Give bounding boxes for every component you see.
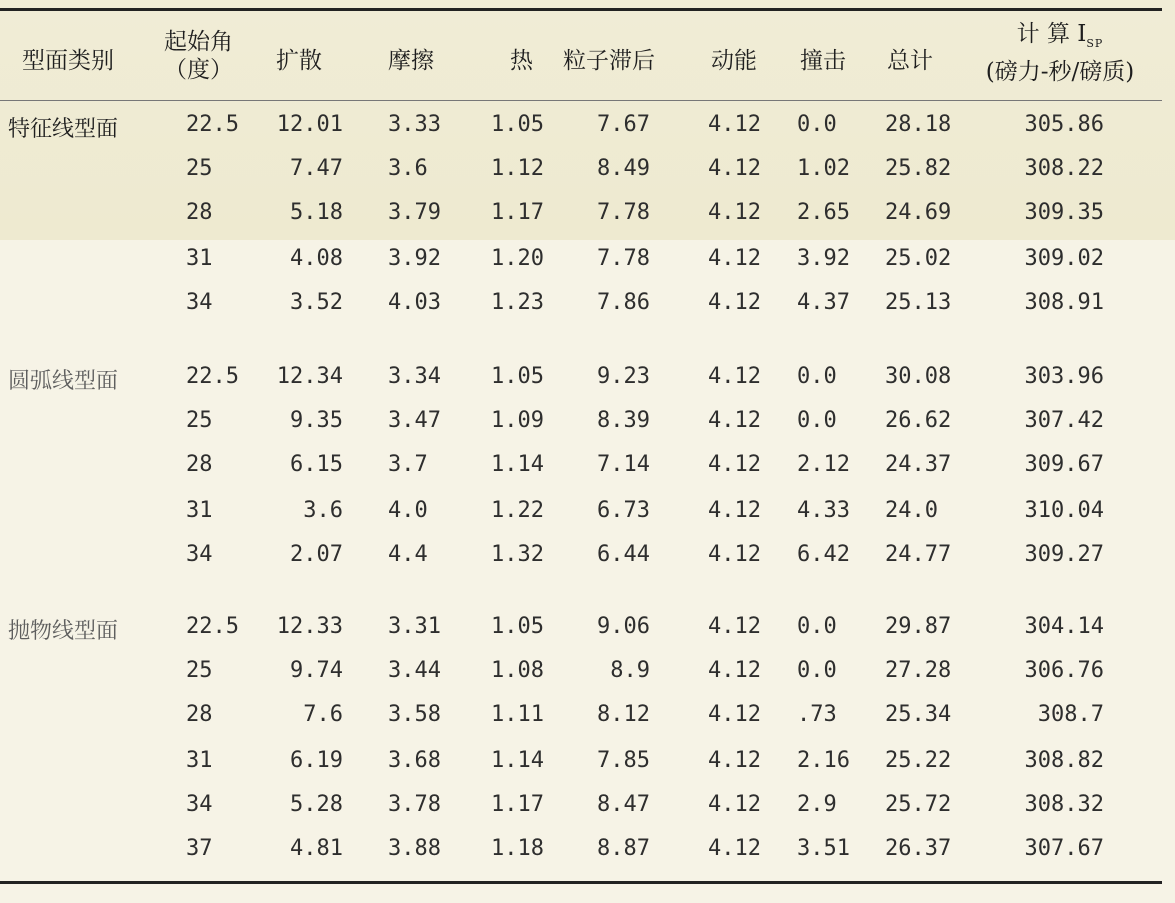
cell-heat: 1.17 <box>491 792 544 817</box>
header-start-angle <box>164 28 233 84</box>
cell-diffusion: 6.19 <box>290 748 343 773</box>
cell-angle: 37 <box>186 836 213 861</box>
cell-impact: 4.37 <box>797 290 850 315</box>
cell-total: 25.22 <box>885 748 952 773</box>
table-row <box>0 246 1175 290</box>
cell-total: 24.69 <box>885 200 952 225</box>
cell-impact: 2.65 <box>797 200 850 225</box>
cell-impact: 0.0 <box>797 614 837 639</box>
cell-diffusion: 7.47 <box>290 156 343 181</box>
header-friction: 摩擦 <box>388 48 434 74</box>
cell-diffusion: 9.35 <box>290 408 343 433</box>
cell-friction: 3.6 <box>388 156 428 181</box>
header-total: 总计 <box>887 48 933 74</box>
cell-isp: 308.32 <box>1024 792 1104 817</box>
group-label: 抛物线型面 <box>8 619 119 644</box>
cell-particle-lag: 6.73 <box>597 498 650 523</box>
cell-kinetic: 4.12 <box>708 658 761 683</box>
cell-angle: 34 <box>186 290 213 315</box>
table-row <box>0 452 1175 496</box>
cell-total: 24.0 <box>885 498 938 523</box>
cell-isp: 309.67 <box>1024 452 1104 477</box>
cell-impact: 0.0 <box>797 408 837 433</box>
cell-impact: 3.51 <box>797 836 850 861</box>
cell-particle-lag: 8.47 <box>597 792 650 817</box>
header-particle-lag: 粒子滞后 <box>563 48 655 74</box>
cell-particle-lag: 8.39 <box>597 408 650 433</box>
header-isp <box>952 20 1168 86</box>
table-row <box>0 836 1175 880</box>
table-row <box>0 364 1175 408</box>
cell-angle: 34 <box>186 542 213 567</box>
cell-friction: 3.92 <box>388 246 441 271</box>
cell-kinetic: 4.12 <box>708 364 761 389</box>
cell-impact: .73 <box>797 702 837 727</box>
cell-diffusion: 7.6 <box>303 702 343 727</box>
header-isp-title <box>952 20 1168 58</box>
cell-diffusion: 4.08 <box>290 246 343 271</box>
cell-angle: 25 <box>186 408 213 433</box>
cell-impact: 2.16 <box>797 748 850 773</box>
header-diffusion: 扩散 <box>276 48 322 74</box>
cell-impact: 3.92 <box>797 246 850 271</box>
table-row <box>0 542 1175 586</box>
cell-kinetic: 4.12 <box>708 614 761 639</box>
cell-friction: 3.44 <box>388 658 441 683</box>
cell-friction: 3.79 <box>388 200 441 225</box>
cell-heat: 1.14 <box>491 748 544 773</box>
cell-friction: 3.47 <box>388 408 441 433</box>
cell-impact: 2.12 <box>797 452 850 477</box>
cell-diffusion: 9.74 <box>290 658 343 683</box>
cell-total: 27.28 <box>885 658 952 683</box>
cell-particle-lag: 8.49 <box>597 156 650 181</box>
cell-diffusion: 5.18 <box>290 200 343 225</box>
table-row <box>0 290 1175 334</box>
cell-total: 24.37 <box>885 452 952 477</box>
cell-angle: 25 <box>186 658 213 683</box>
cell-diffusion: 6.15 <box>290 452 343 477</box>
cell-angle: 31 <box>186 498 213 523</box>
header-heat: 热 <box>510 48 533 74</box>
header-start-angle-unit: （度） <box>164 57 233 83</box>
cell-heat: 1.05 <box>491 364 544 389</box>
cell-total: 25.13 <box>885 290 952 315</box>
group-label: 特征线型面 <box>8 117 119 142</box>
cell-impact: 2.9 <box>797 792 837 817</box>
cell-impact: 6.42 <box>797 542 850 567</box>
cell-heat: 1.05 <box>491 112 544 137</box>
cell-diffusion: 12.34 <box>276 364 343 389</box>
cell-kinetic: 4.12 <box>708 452 761 477</box>
cell-angle: 22.5 <box>186 364 239 389</box>
cell-angle: 28 <box>186 702 213 727</box>
table-row <box>0 748 1175 792</box>
cell-isp: 304.14 <box>1024 614 1104 639</box>
header-start-angle-label: 起始角 <box>164 29 233 55</box>
cell-isp: 310.04 <box>1024 498 1104 523</box>
cell-friction: 3.31 <box>388 614 441 639</box>
cell-impact: 0.0 <box>797 112 837 137</box>
cell-kinetic: 4.12 <box>708 290 761 315</box>
cell-particle-lag: 7.14 <box>597 452 650 477</box>
cell-angle: 28 <box>186 452 213 477</box>
cell-particle-lag: 7.78 <box>597 246 650 271</box>
cell-particle-lag: 9.06 <box>597 614 650 639</box>
cell-kinetic: 4.12 <box>708 246 761 271</box>
group-label: 圆弧线型面 <box>8 369 119 394</box>
cell-total: 26.62 <box>885 408 952 433</box>
cell-total: 26.37 <box>885 836 952 861</box>
cell-total: 25.02 <box>885 246 952 271</box>
cell-isp: 305.86 <box>1024 112 1104 137</box>
cell-diffusion: 12.01 <box>276 112 343 137</box>
cell-friction: 3.78 <box>388 792 441 817</box>
table-row <box>0 792 1175 836</box>
table-bottom-rule <box>0 881 1162 884</box>
cell-angle: 28 <box>186 200 213 225</box>
header-profile-type: 型面类别 <box>22 48 114 74</box>
cell-heat: 1.17 <box>491 200 544 225</box>
cell-friction: 3.88 <box>388 836 441 861</box>
cell-heat: 1.22 <box>491 498 544 523</box>
cell-total: 25.72 <box>885 792 952 817</box>
header-divider <box>0 100 1162 101</box>
cell-impact: 0.0 <box>797 658 837 683</box>
header-isp-subscript: SP <box>1086 37 1104 50</box>
cell-isp: 308.7 <box>1037 702 1104 727</box>
cell-angle: 31 <box>186 748 213 773</box>
cell-angle: 22.5 <box>186 112 239 137</box>
cell-friction: 3.68 <box>388 748 441 773</box>
cell-isp: 309.35 <box>1024 200 1104 225</box>
cell-heat: 1.11 <box>491 702 544 727</box>
cell-heat: 1.12 <box>491 156 544 181</box>
cell-diffusion: 5.28 <box>290 792 343 817</box>
cell-total: 28.18 <box>885 112 952 137</box>
cell-isp: 308.82 <box>1024 748 1104 773</box>
cell-diffusion: 3.6 <box>303 498 343 523</box>
table-row <box>0 498 1175 542</box>
table-top-rule <box>0 8 1162 11</box>
cell-isp: 309.02 <box>1024 246 1104 271</box>
cell-total: 24.77 <box>885 542 952 567</box>
cell-total: 25.34 <box>885 702 952 727</box>
cell-total: 25.82 <box>885 156 952 181</box>
cell-kinetic: 4.12 <box>708 498 761 523</box>
cell-isp: 308.91 <box>1024 290 1104 315</box>
cell-kinetic: 4.12 <box>708 156 761 181</box>
cell-heat: 1.14 <box>491 452 544 477</box>
cell-particle-lag: 7.67 <box>597 112 650 137</box>
table-row <box>0 156 1175 200</box>
cell-heat: 1.18 <box>491 836 544 861</box>
cell-friction: 3.33 <box>388 112 441 137</box>
cell-isp: 303.96 <box>1024 364 1104 389</box>
cell-impact: 1.02 <box>797 156 850 181</box>
cell-kinetic: 4.12 <box>708 836 761 861</box>
cell-angle: 25 <box>186 156 213 181</box>
table-row <box>0 408 1175 452</box>
cell-particle-lag: 8.12 <box>597 702 650 727</box>
cell-kinetic: 4.12 <box>708 112 761 137</box>
header-isp-unit: (磅力-秒/磅质) <box>985 59 1135 85</box>
cell-heat: 1.32 <box>491 542 544 567</box>
cell-friction: 3.58 <box>388 702 441 727</box>
cell-impact: 4.33 <box>797 498 850 523</box>
cell-friction: 4.4 <box>388 542 428 567</box>
header-kinetic: 动能 <box>711 48 757 74</box>
cell-isp: 307.42 <box>1024 408 1104 433</box>
cell-heat: 1.23 <box>491 290 544 315</box>
cell-heat: 1.08 <box>491 658 544 683</box>
cell-particle-lag: 7.85 <box>597 748 650 773</box>
table-row <box>0 614 1175 658</box>
cell-kinetic: 4.12 <box>708 200 761 225</box>
cell-angle: 34 <box>186 792 213 817</box>
cell-diffusion: 3.52 <box>290 290 343 315</box>
cell-friction: 4.0 <box>388 498 428 523</box>
cell-heat: 1.09 <box>491 408 544 433</box>
cell-kinetic: 4.12 <box>708 792 761 817</box>
table-row <box>0 658 1175 702</box>
cell-friction: 4.03 <box>388 290 441 315</box>
cell-heat: 1.20 <box>491 246 544 271</box>
cell-impact: 0.0 <box>797 364 837 389</box>
cell-particle-lag: 7.78 <box>597 200 650 225</box>
cell-diffusion: 2.07 <box>290 542 343 567</box>
cell-angle: 31 <box>186 246 213 271</box>
table-row <box>0 112 1175 156</box>
cell-particle-lag: 7.86 <box>597 290 650 315</box>
cell-particle-lag: 9.23 <box>597 364 650 389</box>
cell-friction: 3.34 <box>388 364 441 389</box>
cell-diffusion: 4.81 <box>290 836 343 861</box>
cell-kinetic: 4.12 <box>708 542 761 567</box>
header-impact: 撞击 <box>800 48 846 74</box>
cell-total: 29.87 <box>885 614 952 639</box>
cell-isp: 306.76 <box>1024 658 1104 683</box>
cell-kinetic: 4.12 <box>708 702 761 727</box>
cell-friction: 3.7 <box>388 452 428 477</box>
cell-heat: 1.05 <box>491 614 544 639</box>
cell-isp: 309.27 <box>1024 542 1104 567</box>
cell-particle-lag: 8.87 <box>597 836 650 861</box>
header-isp-label: 计 算 I <box>1016 21 1087 47</box>
cell-diffusion: 12.33 <box>276 614 343 639</box>
cell-particle-lag: 6.44 <box>597 542 650 567</box>
cell-kinetic: 4.12 <box>708 748 761 773</box>
cell-isp: 308.22 <box>1024 156 1104 181</box>
table-row <box>0 200 1175 244</box>
cell-total: 30.08 <box>885 364 952 389</box>
table-row <box>0 702 1175 746</box>
cell-kinetic: 4.12 <box>708 408 761 433</box>
cell-angle: 22.5 <box>186 614 239 639</box>
cell-isp: 307.67 <box>1024 836 1104 861</box>
cell-particle-lag: 8.9 <box>610 658 650 683</box>
